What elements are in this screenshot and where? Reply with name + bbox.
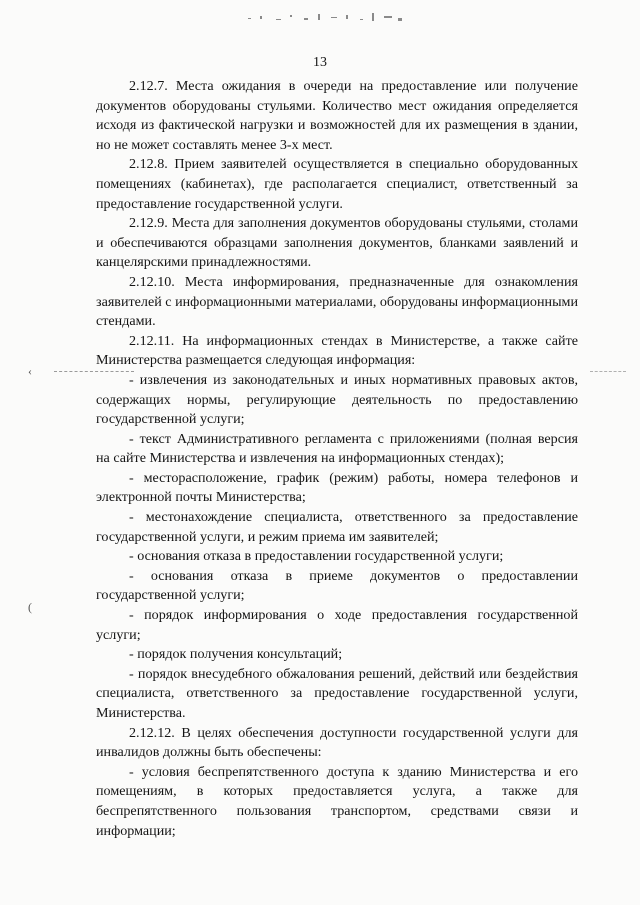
page-number: 13 xyxy=(313,55,327,70)
list-item: - основания отказа в приеме документов о предоставлении государственной услуги; xyxy=(96,567,578,604)
list-item: - порядок внесудебного обжалования решений, действий или бездействия специалиста, ответственного за предоставление государственной услуги, Министерства. xyxy=(96,665,578,721)
paragraph: 2.12.11. На информационных стендах в Министерстве, а также сайте Министерства размещается следующая информация: xyxy=(96,332,578,369)
list-item: - порядок получения консультаций; xyxy=(129,646,343,663)
document-body xyxy=(96,77,578,841)
paragraph: 2.12.12. В целях обеспечения доступности государственной услуги для инвалидов должны быть обеспечены: xyxy=(96,724,578,761)
margin-tick-mark: ‹ xyxy=(28,364,32,378)
paragraph: 2.12.7. Места ожидания в очереди на предоставление или получение документов оборудованы стульями. Количество мест ожидания определяется исходя из фактической нагрузки и возможностей для их размещения в здании, но не может составлять менее 3-х мест. xyxy=(96,78,578,153)
list-item: - порядок информирования о ходе предоставления государственной услуги; xyxy=(96,607,578,643)
list-item: - местонахождение специалиста, ответственного за предоставление государственной услуги, и режим приема им заявителей; xyxy=(96,509,578,545)
list-item: - условия беспрепятственного доступа к зданию Министерства и его помещениям, в которых предоставляется услуга, а также для беспрепятственного пользования транспортом, средствами связи и информации; xyxy=(96,763,578,839)
list-item: - извлечения из законодательных и иных нормативных правовых актов, содержащих нормы, регулирующие деятельность по предоставлению государственной услуги; xyxy=(96,371,578,428)
list-item: - текст Административного регламента с приложениями (полная версия на сайте Министерства и извлечения на информационных стендах); xyxy=(96,430,578,467)
paragraph: 2.12.10. Места информирования, предназначенные для ознакомления заявителей с информационными материалами, оборудованы информационными стендами. xyxy=(96,273,578,330)
scan-artifact xyxy=(238,10,418,26)
margin-tick-mark: ( xyxy=(28,600,32,614)
list-item: - месторасположение, график (режим) работы, номера телефонов и электронной почты Министерства; xyxy=(96,469,578,506)
list-item: - основания отказа в предоставлении государственной услуги; xyxy=(129,548,504,565)
scan-dash-leader-right xyxy=(590,371,626,372)
paragraph: 2.12.8. Прием заявителей осуществляется в специально оборудованных помещениях (кабинетах), где располагается специалист, ответственный за предоставление государственной услуги. xyxy=(96,156,578,212)
paragraph: 2.12.9. Места для заполнения документов оборудованы стульями, столами и обеспечиваются образцами заполнения документов, бланками заявлений и канцелярскими принадлежностями. xyxy=(96,215,578,271)
